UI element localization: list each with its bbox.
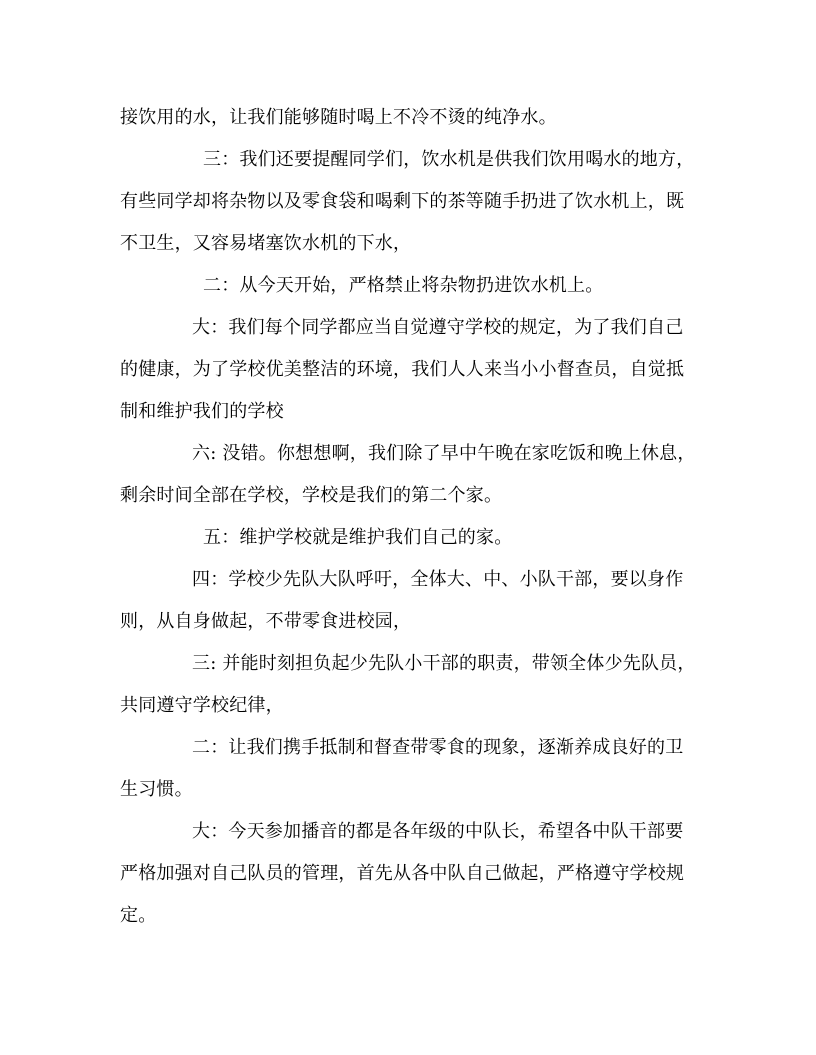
- text-line-19: 严格加强对自己队员的管理，首先从各中队自己做起，严格遵守学校规: [120, 863, 685, 884]
- text-line-20: 定。: [120, 905, 157, 926]
- text-line-5: 二：从今天开始，严格禁止将杂物扔进饮水机上。: [203, 275, 604, 296]
- text-line-16: 二：让我们携手抵制和督查带零食的现象，逐渐养成良好的卫: [192, 737, 684, 758]
- text-line-1: 接饮用的水，让我们能够随时喝上不冷不烫的纯净水。: [120, 107, 557, 128]
- text-line-11: 五：维护学校就是维护我们自己的家。: [203, 527, 513, 548]
- text-line-7: 的健康，为了学校优美整洁的环境，我们人人来当小小督查员，自觉抵: [120, 359, 685, 380]
- text-line-6: 大：我们每个同学都应当自觉遵守学校的规定，为了我们自己: [192, 317, 684, 338]
- text-line-9: 六: 没错。你想想啊，我们除了早中午晚在家吃饭和晚上休息，: [192, 443, 696, 464]
- text-line-3: 有些同学却将杂物以及零食袋和喝剩下的茶等随手扔进了饮水机上，既: [120, 191, 685, 212]
- text-line-15: 共同遵守学校纪律，: [120, 695, 284, 716]
- text-line-4: 不卫生，又容易堵塞饮水机的下水，: [120, 233, 412, 254]
- text-line-10: 剩余时间全部在学校，学校是我们的第二个家。: [120, 485, 503, 506]
- text-line-17: 生习惯。: [120, 779, 193, 800]
- text-line-14: 三: 并能时刻担负起少先队小干部的职责，带领全体少先队员，: [192, 653, 696, 674]
- text-line-2: 三：我们还要提醒同学们，饮水机是供我们饮用喝水的地方，: [203, 149, 695, 170]
- text-line-12: 四：学校少先队大队呼吁，全体大、中、小队干部，要以身作: [192, 569, 684, 590]
- text-line-13: 则，从自身做起，不带零食进校园，: [120, 611, 412, 632]
- text-line-8: 制和维护我们的学校: [120, 401, 284, 422]
- text-line-18: 大：今天参加播音的都是各年级的中队长，希望各中队干部要: [192, 821, 684, 842]
